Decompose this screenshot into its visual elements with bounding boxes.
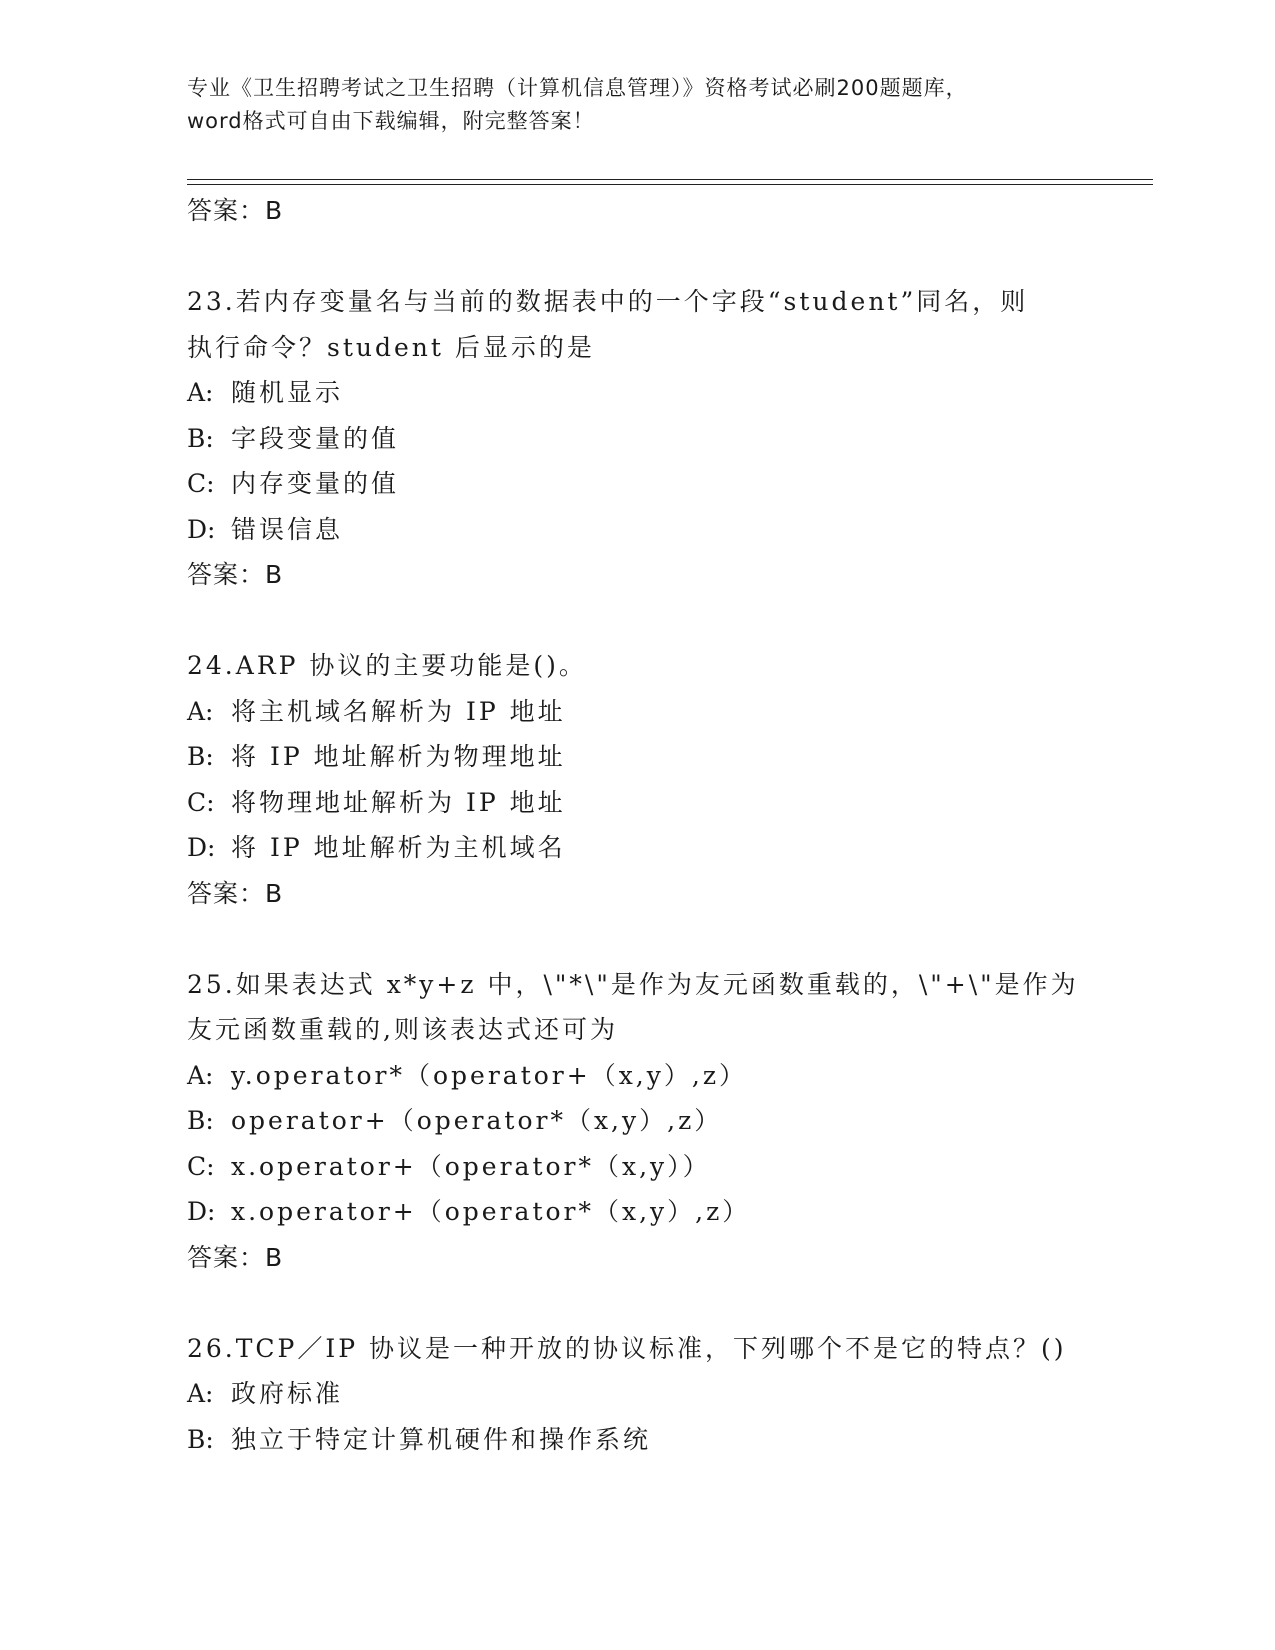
question-block (187, 1326, 1147, 1463)
option-key: B: (187, 742, 214, 771)
header-divider-bottom (187, 184, 1153, 185)
option-key: A: (187, 378, 214, 407)
question-block (187, 962, 1147, 1281)
option-text: 错误信息 (231, 514, 344, 544)
option-key: A: (187, 1379, 214, 1408)
option-key: A: (187, 696, 214, 726)
option-text: operator+（operator*（x,y）,z） (231, 1106, 723, 1135)
header-line-1: 专业《卫生招聘考试之卫生招聘（计算机信息管理）》资格考试必刷200题题库， (187, 76, 968, 100)
option-text: 字段变量的值 (231, 423, 400, 453)
question-text: 23.若内存变量名与当前的数据表中的一个字段“student”同名，则 (187, 287, 1029, 316)
option-text: 内存变量的值 (231, 469, 400, 498)
option-d (187, 1189, 1147, 1235)
question-text: 24.ARP 协议的主要功能是()。 (187, 651, 587, 680)
answer-line: 答案：B (187, 878, 284, 908)
header-divider-top (187, 179, 1153, 180)
page-header (187, 72, 1087, 138)
answer-line: 答案：B (187, 196, 284, 225)
option-text: 将主机域名解析为 IP 地址 (231, 696, 566, 726)
question-block (187, 643, 1147, 917)
option-b (187, 734, 1147, 780)
option-key: D: (187, 833, 216, 862)
option-key: A: (187, 1060, 214, 1090)
option-c (187, 1144, 1147, 1190)
option-text: x.operator+（operator*（x,y）） (231, 1151, 711, 1181)
answer-line: 答案：B (187, 1242, 284, 1272)
option-a (187, 370, 1147, 416)
option-text: 独立于特定计算机硬件和操作系统 (231, 1424, 652, 1454)
option-a (187, 689, 1147, 735)
option-key: B: (187, 1424, 214, 1454)
option-text: 将 IP 地址解析为主机域名 (231, 833, 566, 862)
question-block (187, 279, 1147, 598)
option-key: D: (187, 1197, 216, 1226)
question-text: 26.TCP／IP 协议是一种开放的协议标准，下列哪个不是它的特点？() (187, 1333, 1067, 1363)
question-text: 友元函数重载的,则该表达式还可为 (187, 1015, 618, 1044)
option-key: C: (187, 787, 215, 817)
option-d (187, 507, 1147, 553)
option-text: 随机显示 (231, 378, 344, 407)
option-key: C: (187, 1151, 215, 1181)
option-b (187, 416, 1147, 462)
option-text: 将物理地址解析为 IP 地址 (231, 787, 566, 817)
option-d (187, 825, 1147, 871)
option-c (187, 780, 1147, 826)
option-b (187, 1417, 1147, 1463)
header-line-2: word格式可自由下载编辑，附完整答案！ (187, 109, 595, 133)
option-b (187, 1098, 1147, 1144)
option-text: 政府标准 (231, 1379, 344, 1408)
option-text: y.operator*（operator+（x,y）,z） (231, 1060, 747, 1090)
option-a (187, 1053, 1147, 1099)
option-key: B: (187, 1106, 214, 1135)
question-text: 执行命令？student 后显示的是 (187, 332, 595, 362)
option-key: D: (187, 514, 216, 544)
option-a (187, 1371, 1147, 1417)
option-text: x.operator+（operator*（x,y）,z） (231, 1197, 751, 1226)
document-body (187, 188, 1147, 1462)
option-c (187, 461, 1147, 507)
option-text: 将 IP 地址解析为物理地址 (231, 742, 566, 771)
answer-line: 答案：B (187, 560, 284, 589)
option-key: C: (187, 469, 215, 498)
question-text: 25.如果表达式 x*y+z 中，\"*\"是作为友元函数重载的，\"+\"是作为 (187, 969, 1079, 999)
option-key: B: (187, 423, 214, 453)
